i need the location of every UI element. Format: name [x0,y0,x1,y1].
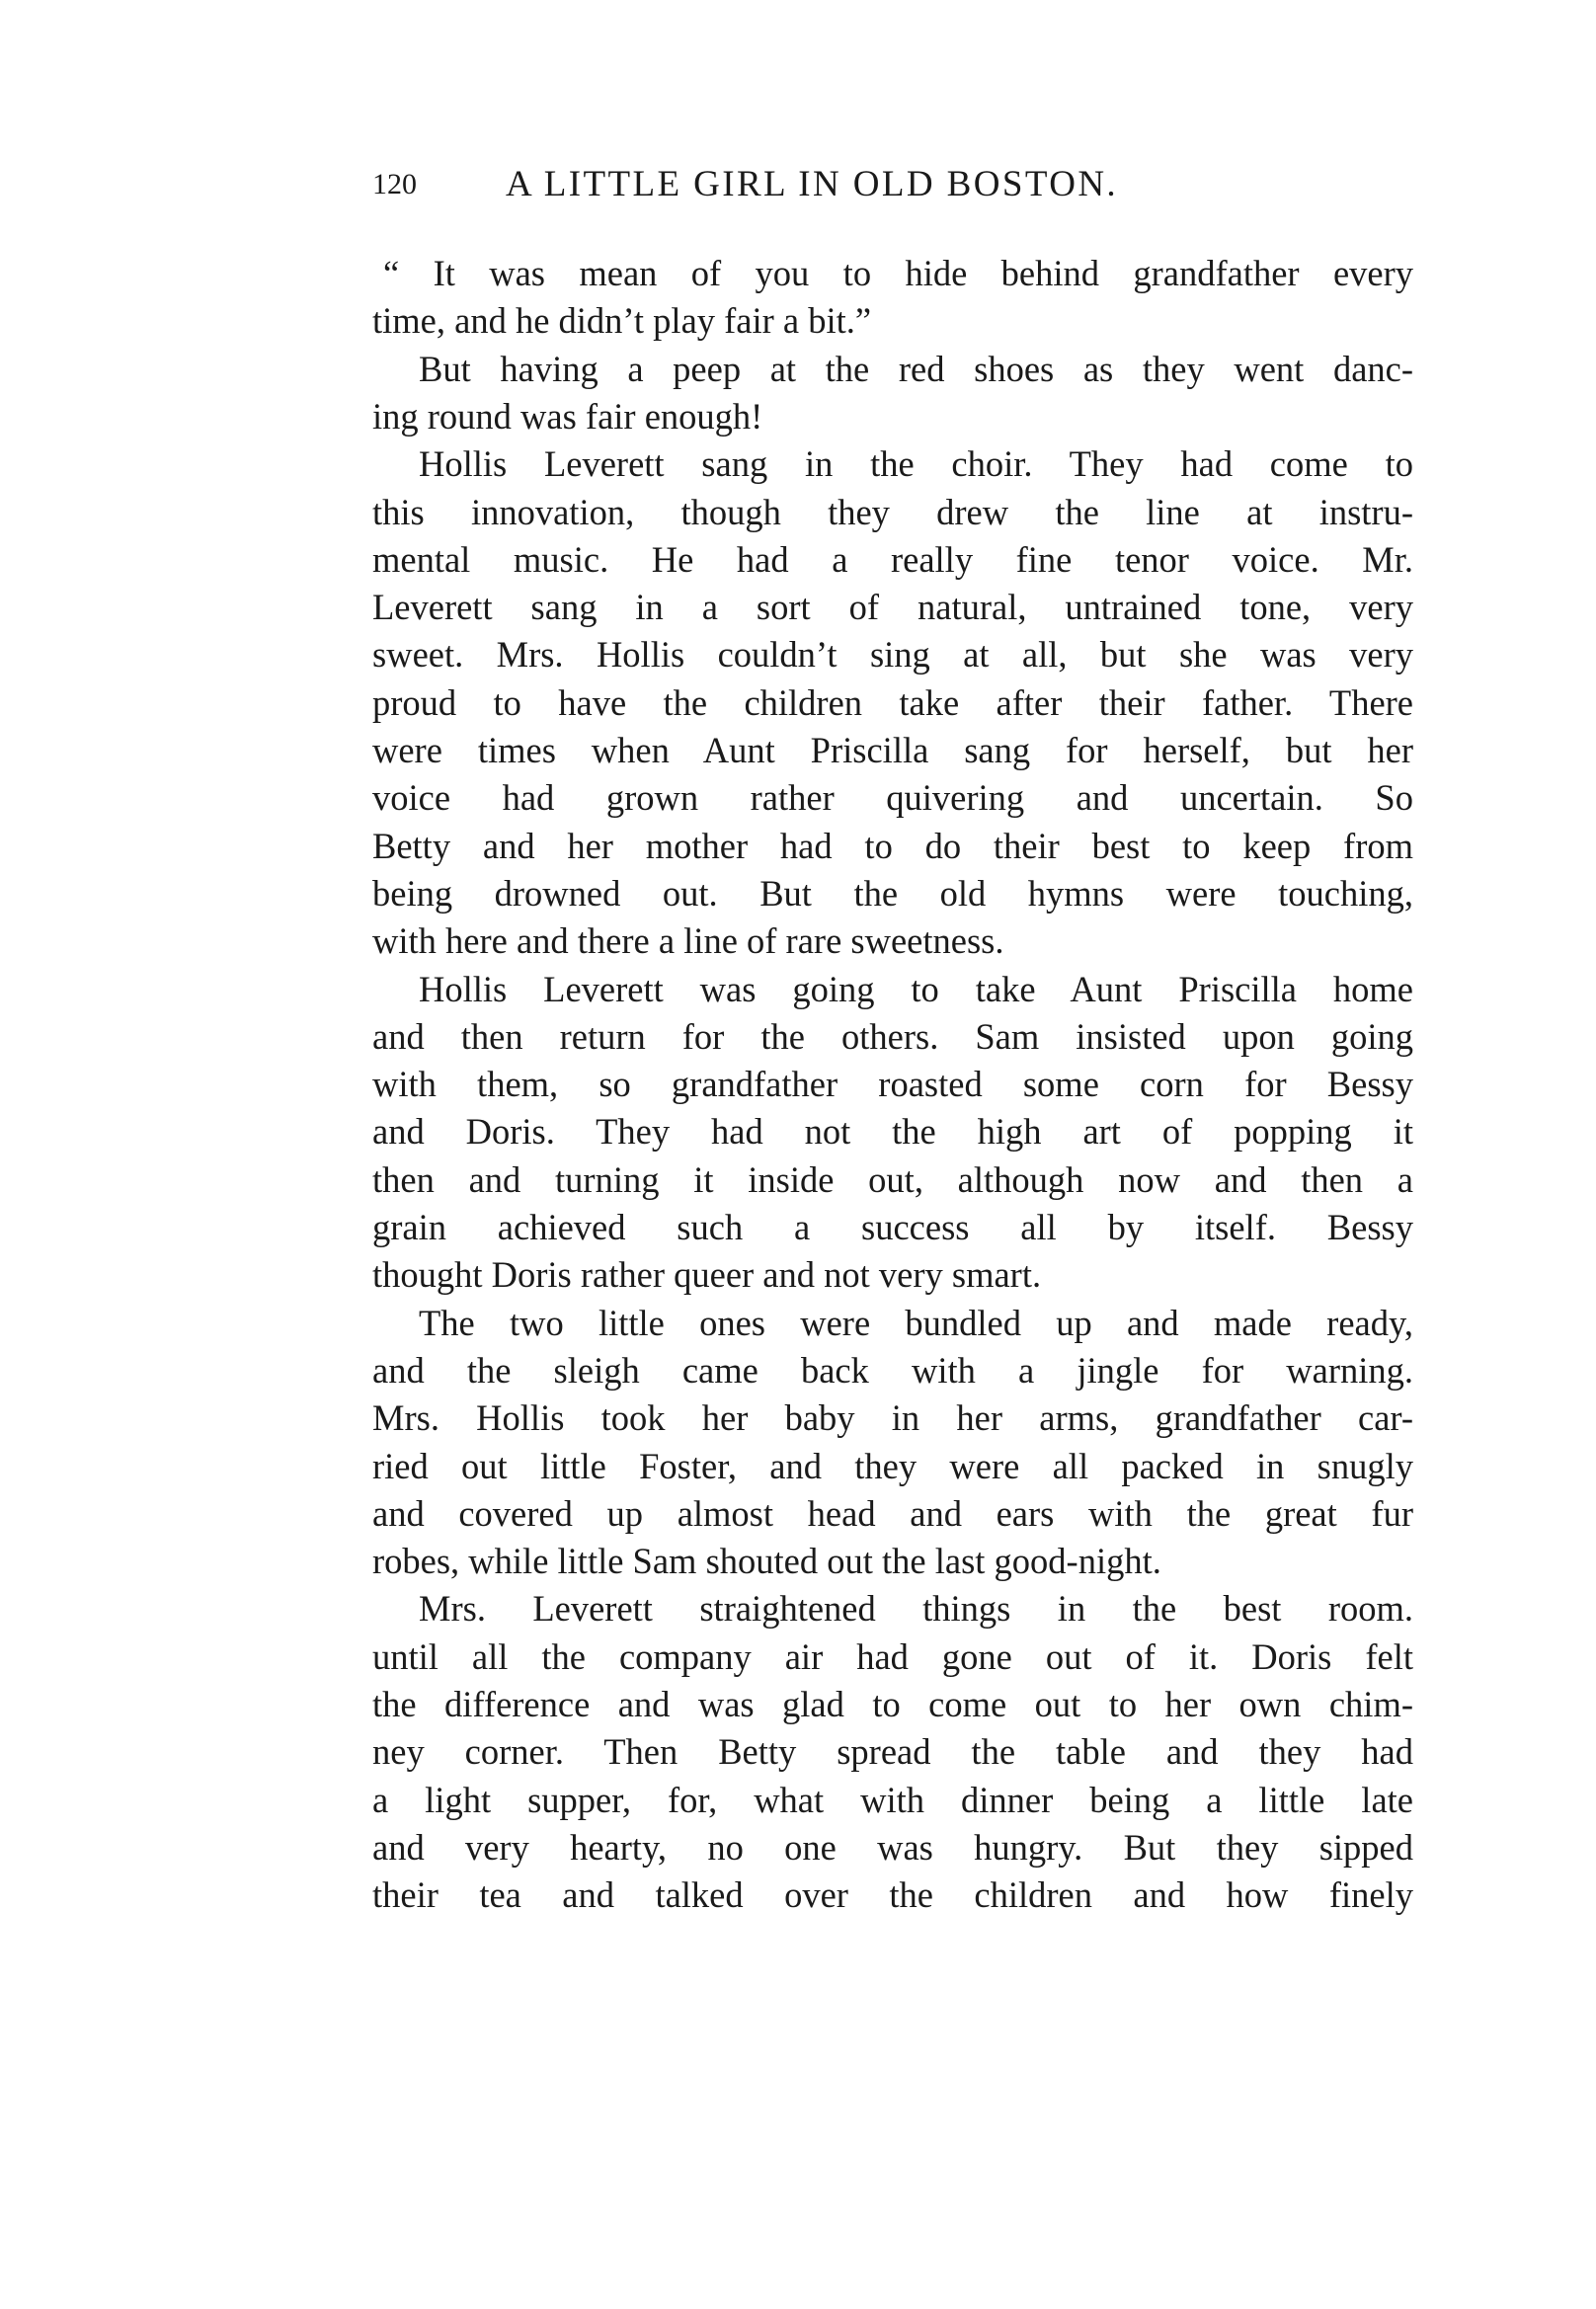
text-line: proud to have the children take after their father. There [372,681,1413,723]
text-line: mental music. He had a really fine tenor voice. Mr. [372,538,1413,580]
text-line: with here and there a line of rare sweetness. [372,920,1004,962]
text-line: until all the company air had gone out of it. Doris felt [372,1635,1413,1677]
text-line: were times when Aunt Priscilla sang for herself, but her [372,730,1413,770]
text-line: and then return for the others. Sam insisted upon going [372,1015,1413,1057]
text-line: But having a peep at the red shoes as they went danc- [419,348,1413,389]
text-line: and very hearty, no one was hungry. But they sipped [372,1826,1413,1868]
text-line: The two little ones were bundled up and made ready, [419,1302,1413,1343]
text-line: and Doris. They had not the high art of popping it [372,1111,1413,1153]
text-line: ney corner. Then Betty spread the table and they had [372,1731,1413,1773]
text-line: voice had grown rather quivering and uncertain. So [372,777,1413,819]
text-line: and covered up almost head and ears with the great fur [372,1492,1413,1534]
text-line: Betty and her mother had to do their best to keep from [372,825,1413,866]
running-title: A LITTLE GIRL IN OLD BOSTON. [506,164,1119,204]
text-line: ing round was fair enough! [372,395,763,437]
text-line: a light supper, for, what with dinner being a little late [372,1779,1413,1820]
text-line: Leverett sang in a sort of natural, untrained tone, very [372,587,1413,628]
text-line: thought Doris rather queer and not very smart. [372,1254,1042,1296]
text-line: sweet. Mrs. Hollis couldn’t sing at all, but she was very [372,634,1413,676]
text-line: this innovation, though they drew the line at instru- [372,491,1413,532]
text-line: Hollis Leverett sang in the choir. They had come to [419,443,1413,485]
text-line: then and turning it inside out, although now and then a [372,1158,1413,1200]
text-line: “ It was mean of you to hide behind grandfather every [383,253,1413,293]
text-line: the difference and was glad to come out to her own chim- [372,1684,1413,1724]
text-line: Mrs. Leverett straightened things in the best room. [419,1588,1413,1630]
text-line: Hollis Leverett was going to take Aunt Priscilla home [419,968,1413,1009]
text-line: robes, while little Sam shouted out the last good-night. [372,1541,1161,1582]
text-line: time, and he didn’t play fair a bit.” [372,300,872,342]
text-line: and the sleigh came back with a jingle for warning. [372,1349,1413,1391]
text-line: with them, so grandfather roasted some corn for Bessy [372,1064,1413,1105]
text-line: ried out little Foster, and they were all packed in snugly [372,1445,1413,1486]
page-number: 120 [372,168,417,200]
text-line: Mrs. Hollis took her baby in her arms, grandfather car- [372,1397,1413,1439]
text-line: grain achieved such a success all by itself. Bessy [372,1207,1413,1247]
text-line: being drowned out. But the old hymns were touching, [372,872,1413,914]
text-line: their tea and talked over the children and how finely [372,1874,1413,1916]
